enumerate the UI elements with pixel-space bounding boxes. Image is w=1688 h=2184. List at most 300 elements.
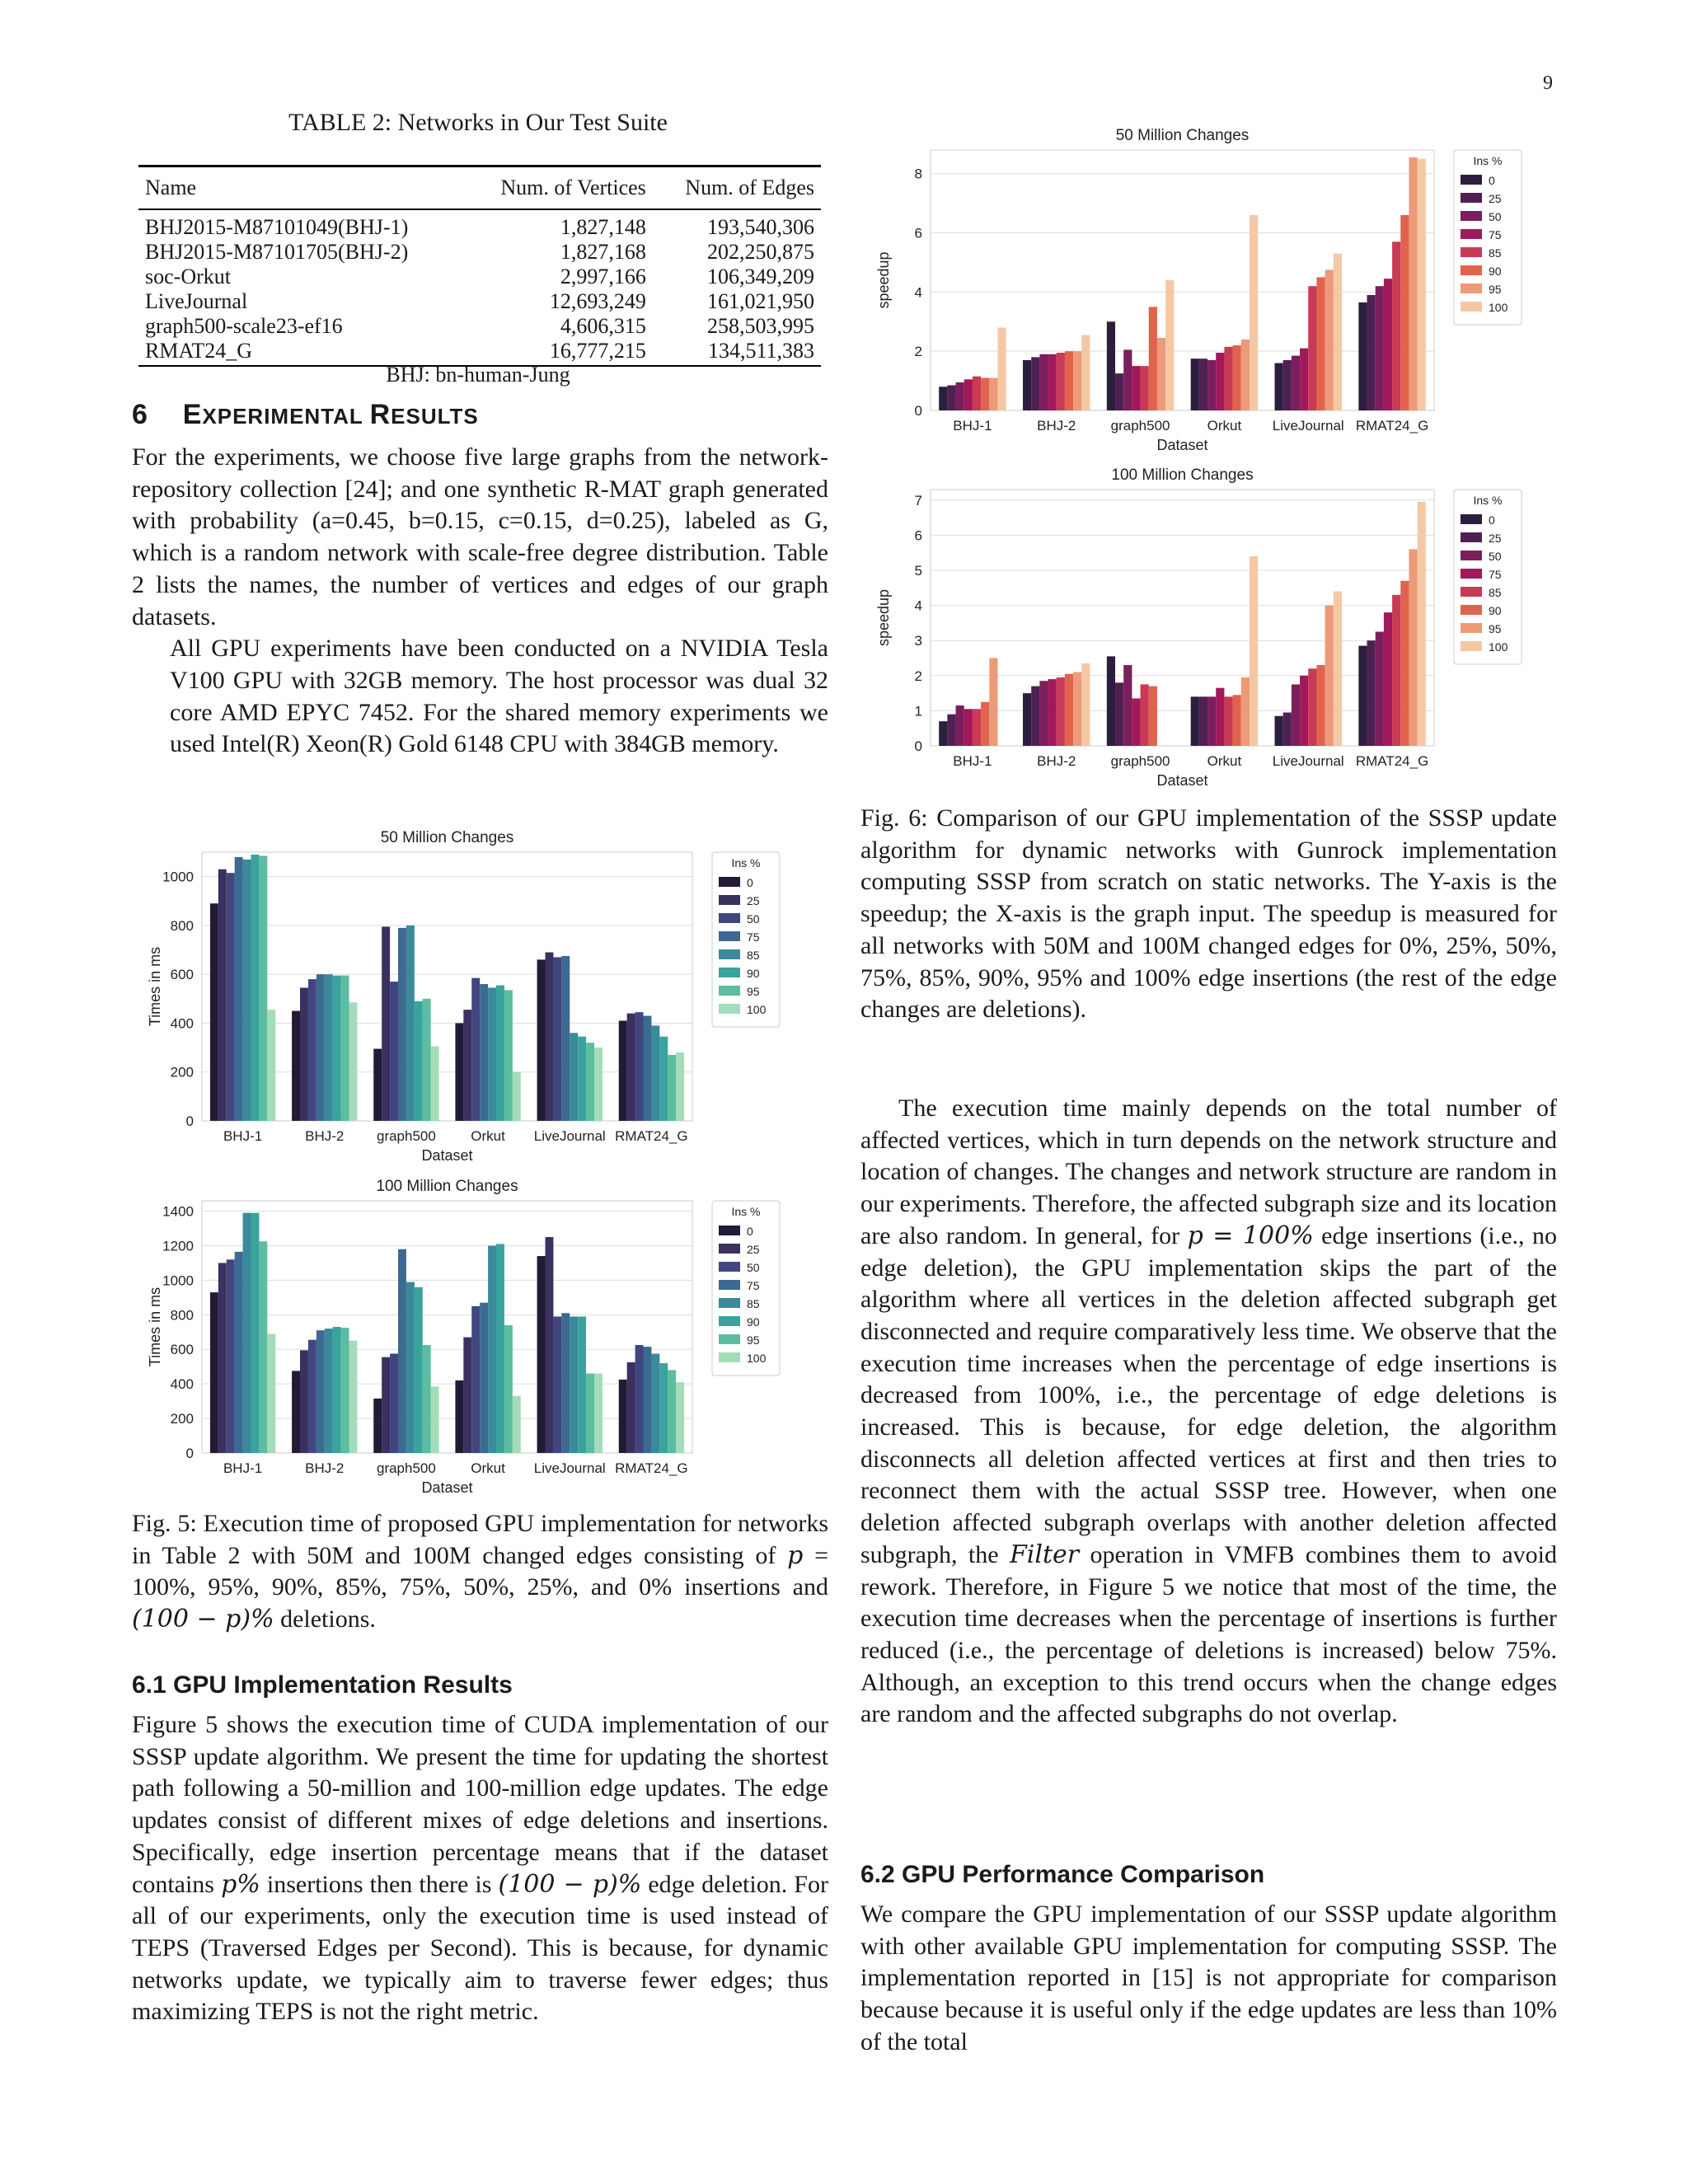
table-row	[138, 289, 821, 314]
y-tick-label: 400	[170, 1376, 194, 1393]
legend-swatch	[719, 913, 740, 923]
legend-label: 75	[747, 1279, 760, 1292]
bar	[341, 1328, 349, 1453]
table-header-edges: Num. of Edges	[653, 166, 821, 210]
table-cell: RMAT24_G	[138, 339, 465, 366]
bar	[1132, 366, 1140, 410]
bar	[292, 1011, 300, 1121]
bar	[546, 1237, 554, 1453]
table-cell: graph500-scale23-ef16	[145, 314, 343, 338]
bar	[964, 379, 973, 410]
legend-swatch	[1461, 302, 1482, 312]
table-cell: 2,997,166	[560, 265, 646, 288]
bar	[635, 1345, 644, 1453]
legend-title: Ins %	[731, 1205, 761, 1218]
legend-label: 25	[1489, 532, 1502, 545]
bar	[578, 1316, 586, 1453]
y-axis-label: Times in ms	[147, 1286, 163, 1367]
bar	[1165, 280, 1174, 410]
bar	[243, 860, 251, 1121]
bar	[1048, 354, 1057, 410]
bar	[1334, 254, 1342, 410]
legend-swatch	[719, 1334, 740, 1344]
bar	[333, 1327, 341, 1453]
bar	[553, 1316, 561, 1453]
bar	[455, 1380, 463, 1453]
y-tick-label: 3	[914, 633, 922, 649]
x-tick-label: RMAT24_G	[1355, 753, 1429, 769]
bar	[651, 1353, 659, 1453]
fig5-50m-chart	[132, 826, 816, 1172]
legend-label: 95	[747, 1333, 760, 1347]
bar	[1149, 687, 1157, 746]
legend-swatch	[1461, 265, 1482, 275]
bar	[471, 978, 480, 1121]
paragraph-text: The execution time mainly depends on the total number of affected vertices, which in turn depends on the network structure and location of changes. The changes and network structure are random in our experiments. Therefore, the affected subgraph size and its location are also random. In general, for	[860, 1094, 1557, 1249]
table-cell: BHJ2015-M87101705(BHJ-2)	[145, 240, 409, 264]
bar	[504, 990, 513, 1121]
bar	[627, 1014, 635, 1121]
legend-label: 100	[747, 1003, 767, 1016]
table-cell: soc-Orkut	[145, 265, 231, 288]
table-cell: 16,777,215	[465, 339, 653, 366]
bar	[423, 999, 431, 1121]
x-tick-label: RMAT24_G	[615, 1460, 688, 1476]
bar	[325, 1329, 333, 1453]
bar	[537, 1256, 546, 1453]
bar	[981, 378, 989, 411]
bar	[341, 976, 349, 1121]
y-tick-label: 6	[914, 527, 922, 544]
bar	[1275, 716, 1283, 746]
bar	[1384, 279, 1392, 410]
bar	[1325, 606, 1334, 746]
bar	[406, 1282, 415, 1453]
x-axis-label: Dataset	[421, 1479, 473, 1496]
x-tick-label: graph500	[376, 1460, 436, 1476]
legend-label: 75	[1489, 228, 1502, 241]
bar	[406, 926, 415, 1121]
y-axis-label: speedup	[875, 251, 892, 309]
bar	[1367, 640, 1376, 746]
bar	[570, 1033, 578, 1121]
bar	[308, 1340, 316, 1453]
legend-swatch	[1461, 587, 1482, 597]
bar	[947, 715, 955, 746]
paragraph-text: edge deletion. For all of our experiments, only the execution time is used instead of TEPS (Traversed Edges per Second). This is because, for dynamic networks update, we typically aim to traverse fewer edges; thus maximizing TEPS is not the right metric.	[132, 1870, 828, 2026]
legend-swatch	[719, 1316, 740, 1326]
bar	[1300, 349, 1308, 410]
legend-swatch	[719, 895, 740, 905]
caption-text: deletions.	[274, 1605, 376, 1633]
legend-label: 85	[747, 1297, 760, 1310]
bar	[292, 1371, 300, 1453]
section6-body	[132, 442, 828, 761]
bar	[1409, 549, 1417, 746]
x-tick-label: RMAT24_G	[615, 1128, 688, 1144]
bar	[586, 1374, 594, 1453]
table-cell: 106,349,209	[707, 265, 814, 288]
legend-swatch	[719, 949, 740, 959]
legend-title: Ins %	[1473, 154, 1503, 167]
legend-label: 0	[1489, 174, 1495, 187]
bar	[1216, 353, 1224, 410]
bar	[570, 1316, 578, 1453]
bar	[488, 1245, 496, 1453]
x-axis-label: Dataset	[421, 1147, 473, 1164]
bar	[1376, 632, 1384, 746]
bar	[1123, 349, 1132, 410]
x-tick-label: graph500	[376, 1128, 436, 1144]
bar	[1107, 656, 1115, 746]
table-row	[138, 314, 821, 339]
legend-label: 100	[1489, 301, 1508, 314]
bar	[973, 377, 981, 410]
caption-math: (100 − p)%	[132, 1605, 274, 1634]
fig6-50m-chart	[860, 124, 1558, 462]
bar	[1039, 681, 1048, 746]
bar	[1065, 674, 1073, 746]
x-tick-label: Orkut	[471, 1460, 505, 1476]
legend-label: 50	[1489, 210, 1502, 223]
paragraph-text: operation in VMFB combines them to avoid rework. Therefore, in Figure 5 we notice that most of the time, the execution time decreases when the percentage of insertions is further reduced (i.e., the percentage of deletions is increased) below 75%. Although, an exception to this trend occurs when the change edges are random and the affected subgraphs do not overlap.	[860, 1540, 1557, 1728]
caption-text: = 100%, 95%, 90%, 85%, 75%, 50%, 25%, and 0% insertions and	[132, 1541, 828, 1601]
bar	[1400, 215, 1409, 410]
legend-swatch	[1461, 605, 1482, 615]
legend-label: 90	[1489, 265, 1502, 278]
bar	[1107, 321, 1115, 410]
fig5-100m-chart	[132, 1174, 816, 1504]
x-tick-label: Orkut	[471, 1128, 505, 1144]
bar	[308, 979, 316, 1121]
bar	[947, 385, 955, 410]
bar	[1409, 157, 1417, 410]
bar	[1123, 665, 1132, 746]
section-number: 6	[132, 399, 148, 430]
heading-cap: E	[182, 399, 203, 430]
bar	[668, 1370, 676, 1453]
legend-label: 75	[747, 930, 760, 944]
bar	[1300, 676, 1308, 746]
bar	[480, 984, 488, 1121]
bar	[1023, 360, 1031, 410]
legend-label: 25	[747, 894, 760, 907]
bar	[586, 1043, 594, 1121]
bar	[463, 1338, 471, 1453]
table-cell: 4,606,315	[560, 314, 646, 338]
bar	[1241, 677, 1250, 746]
x-tick-label: BHJ-2	[305, 1128, 345, 1144]
bar	[251, 855, 260, 1121]
bar	[243, 1213, 251, 1453]
y-tick-label: 600	[170, 967, 194, 983]
legend-swatch	[1461, 532, 1482, 542]
inline-math: Filter	[1009, 1540, 1080, 1569]
paragraph-text: insertions then there is	[260, 1870, 499, 1898]
bar	[1292, 356, 1300, 410]
y-tick-label: 200	[170, 1064, 194, 1080]
bar	[1241, 340, 1250, 410]
x-tick-label: graph500	[1110, 418, 1170, 434]
inline-math: p = 100%	[1187, 1221, 1314, 1250]
legend-swatch	[1461, 623, 1482, 633]
bar	[1191, 359, 1199, 410]
bar	[1384, 612, 1392, 746]
bar	[1224, 696, 1232, 746]
y-tick-label: 1	[914, 703, 922, 719]
bar	[1376, 286, 1384, 410]
legend-label: 85	[747, 949, 760, 962]
bar	[1367, 295, 1376, 410]
bar	[218, 1263, 227, 1453]
bar	[496, 1244, 504, 1453]
legend-swatch	[1461, 193, 1482, 203]
bar	[1065, 351, 1073, 410]
bar	[316, 1330, 325, 1453]
table-cell: 193,540,306	[707, 215, 814, 239]
heading-smallcaps: XPERIMENTAL	[202, 404, 370, 429]
x-tick-label: LiveJournal	[1272, 418, 1344, 434]
bar	[316, 974, 325, 1121]
bar	[1039, 354, 1048, 410]
bar	[1418, 159, 1426, 410]
table-cell: 12,693,249	[549, 289, 646, 313]
y-tick-label: 4	[914, 598, 922, 614]
bar	[1275, 363, 1283, 410]
y-tick-label: 6	[914, 225, 922, 241]
subsection-heading-6-1: 6.1 GPU Implementation Results	[132, 1671, 513, 1699]
bar	[513, 1396, 521, 1453]
y-tick-label: 5	[914, 562, 922, 579]
x-tick-label: LiveJournal	[1272, 753, 1344, 769]
legend-swatch	[1461, 641, 1482, 651]
bar	[415, 1001, 423, 1121]
x-axis-label: Dataset	[1156, 437, 1208, 453]
bar	[956, 382, 964, 410]
bar	[668, 1055, 676, 1121]
legend-label: 75	[1489, 568, 1502, 581]
table-header-row	[138, 166, 821, 210]
bar	[463, 1010, 471, 1121]
legend-label: 85	[1489, 586, 1502, 599]
bar	[594, 1374, 603, 1453]
bar	[1157, 338, 1165, 410]
legend-swatch	[719, 1280, 740, 1290]
bar	[627, 1362, 635, 1453]
bar	[939, 387, 947, 410]
table-cell: 202,250,875	[707, 240, 814, 264]
bar	[1031, 357, 1039, 410]
bar	[619, 1020, 627, 1121]
table-note: BHJ: bn-human-Jung	[386, 363, 570, 387]
legend-label: 50	[1489, 550, 1502, 563]
chart-title: 50 Million Changes	[380, 829, 514, 846]
bar	[1057, 677, 1065, 746]
table-header-vertices: Num. of Vertices	[465, 166, 653, 210]
inline-math: p%	[221, 1869, 260, 1899]
bar	[956, 705, 964, 746]
x-tick-label: Orkut	[1207, 753, 1242, 769]
heading-cap: R	[369, 399, 392, 430]
bar	[259, 855, 267, 1121]
bar	[333, 976, 341, 1121]
bar	[676, 1382, 684, 1453]
x-tick-label: BHJ-1	[223, 1460, 263, 1476]
bar	[1418, 502, 1426, 746]
bar	[1316, 277, 1325, 410]
bar	[251, 1213, 260, 1453]
legend-label: 0	[1489, 513, 1495, 527]
y-tick-label: 1000	[162, 1272, 194, 1289]
y-tick-label: 200	[170, 1411, 194, 1427]
y-tick-label: 1200	[162, 1238, 194, 1254]
legend-swatch	[1461, 211, 1482, 221]
heading-smallcaps: ESULTS	[391, 404, 479, 429]
legend-label: 95	[747, 985, 760, 998]
table-row	[138, 209, 821, 240]
legend-swatch	[719, 1352, 740, 1362]
bar	[267, 1333, 275, 1453]
legend-swatch	[719, 968, 740, 977]
paragraph: For the experiments, we choose five large graphs from the network-repository collection [24]; and one synthetic R-MAT graph generated with probability (a=0.45, b=0.15, c=0.15, d=0.25), labeled as G, which is a random network with scale-free degree distribution. Table 2 lists the names, the number of vertices and edges of our graph datasets.	[132, 443, 828, 630]
bar	[235, 1252, 243, 1453]
bar	[939, 721, 947, 746]
bar	[619, 1380, 627, 1453]
bar	[390, 1353, 398, 1453]
section62-body: We compare the GPU implementation of our SSSP update algorithm with other available GPU implementation for computing SSSP. The implementation reported in [15] is not appropriate for comparison because because it is useful only if the edge updates are less than 10% of the total	[860, 1900, 1557, 2055]
bar	[561, 1313, 570, 1453]
fig6-caption: Fig. 6: Comparison of our GPU implementation of the SSSP update algorithm for dynamic networks with Gunrock implementation computing SSSP from scratch on static networks. The Y-axis is the speedup; the X-axis is the graph input. The speedup is measured for all networks with 50M and 100M changed edges for 0%, 25%, 50%, 75%, 85%, 90%, 95% and 100% edge insertions (the rest of the edge changes are deletions).	[860, 804, 1557, 1024]
bar	[1141, 684, 1149, 746]
legend-swatch	[1461, 284, 1482, 293]
bar	[973, 709, 981, 746]
bar	[480, 1303, 488, 1453]
caption-math: p	[787, 1540, 804, 1570]
bar	[382, 926, 390, 1121]
legend-swatch	[719, 877, 740, 887]
bar	[423, 1345, 431, 1453]
bar	[644, 1347, 652, 1453]
chart-title: 100 Million Changes	[376, 1178, 518, 1195]
legend-label: 100	[747, 1352, 767, 1365]
bar	[651, 1025, 659, 1121]
x-tick-label: Orkut	[1207, 418, 1242, 434]
bar	[349, 1002, 358, 1121]
bar	[1292, 684, 1300, 746]
y-tick-label: 0	[185, 1113, 194, 1129]
x-tick-label: BHJ-1	[953, 418, 992, 434]
bar	[1308, 286, 1316, 410]
bar	[1233, 695, 1241, 746]
bar	[1316, 665, 1325, 746]
bar	[1334, 592, 1342, 746]
bar	[1400, 581, 1409, 746]
x-tick-label: BHJ-1	[953, 753, 992, 769]
bar	[594, 1047, 603, 1121]
bar	[1132, 698, 1140, 746]
bar	[325, 974, 333, 1121]
bar	[1199, 696, 1207, 746]
legend-label: 85	[1489, 246, 1502, 260]
y-tick-label: 400	[170, 1015, 194, 1032]
legend-title: Ins %	[731, 856, 761, 869]
legend-swatch	[719, 1004, 740, 1014]
x-tick-label: graph500	[1110, 753, 1170, 769]
bar	[1207, 696, 1216, 746]
bar	[210, 903, 218, 1121]
bar	[390, 982, 398, 1121]
y-tick-label: 8	[914, 166, 922, 182]
table-cell: 161,021,950	[707, 289, 814, 313]
y-tick-label: 7	[914, 492, 922, 509]
paragraph: All GPU experiments have been conducted on a NVIDIA Tesla V100 GPU with 32GB memory. The host processor was dual 32 core AMD EPYC 7452. For the shared memory experiments we used Intel(R) Xeon(R) Gold 6148 CPU with 384GB memory.	[170, 635, 828, 758]
bar	[1358, 302, 1367, 410]
bar	[1191, 696, 1199, 746]
bar	[431, 1047, 439, 1121]
caption-text: Fig. 5: Execution time of proposed GPU implementation for networks in Table 2 with 50M and 100M changed edges consisting of	[132, 1510, 828, 1569]
bar	[1250, 215, 1258, 410]
bar	[644, 1016, 652, 1121]
legend-swatch	[1461, 175, 1482, 185]
chart-title: 100 Million Changes	[1111, 466, 1254, 484]
legend-swatch	[719, 1298, 740, 1308]
bar	[504, 1325, 513, 1453]
bar	[659, 1037, 668, 1121]
y-tick-label: 1000	[162, 869, 194, 885]
legend-label: 50	[747, 1261, 760, 1274]
table-cell: 1,827,168	[560, 240, 646, 264]
bar	[471, 1306, 480, 1453]
section-heading	[132, 399, 479, 431]
x-tick-label: LiveJournal	[533, 1460, 606, 1476]
bar	[1073, 673, 1081, 746]
bar	[1207, 360, 1216, 410]
bar	[488, 987, 496, 1121]
bar	[496, 986, 504, 1121]
bar	[1031, 687, 1039, 746]
bar	[513, 1072, 521, 1121]
y-tick-label: 2	[914, 344, 922, 360]
y-tick-label: 0	[914, 738, 922, 754]
legend-label: 95	[1489, 622, 1502, 635]
legend-swatch	[719, 931, 740, 941]
legend-swatch	[1461, 247, 1482, 257]
bar	[1141, 366, 1149, 410]
bar	[553, 957, 561, 1121]
table-cell: 1,827,148	[560, 215, 646, 239]
fig5-caption	[132, 1508, 828, 1636]
bar	[398, 1249, 406, 1453]
chart-title: 50 Million Changes	[1115, 127, 1250, 144]
bar	[1250, 556, 1258, 746]
legend-swatch	[1461, 551, 1482, 560]
bar	[259, 1241, 267, 1453]
bar	[218, 869, 227, 1121]
subsection-heading-6-2: 6.2 GPU Performance Comparison	[860, 1861, 1265, 1888]
bar	[267, 1010, 275, 1121]
bar	[1199, 359, 1207, 410]
bar	[373, 1399, 382, 1453]
x-axis-label: Dataset	[1156, 772, 1208, 789]
y-tick-label: 600	[170, 1342, 194, 1358]
legend-label: 50	[747, 912, 760, 926]
legend-label: 0	[747, 1225, 753, 1238]
x-tick-label: BHJ-2	[1037, 753, 1076, 769]
bar	[1149, 307, 1157, 410]
y-tick-label: 0	[185, 1446, 194, 1461]
bar	[561, 956, 570, 1121]
y-tick-label: 0	[914, 403, 922, 419]
